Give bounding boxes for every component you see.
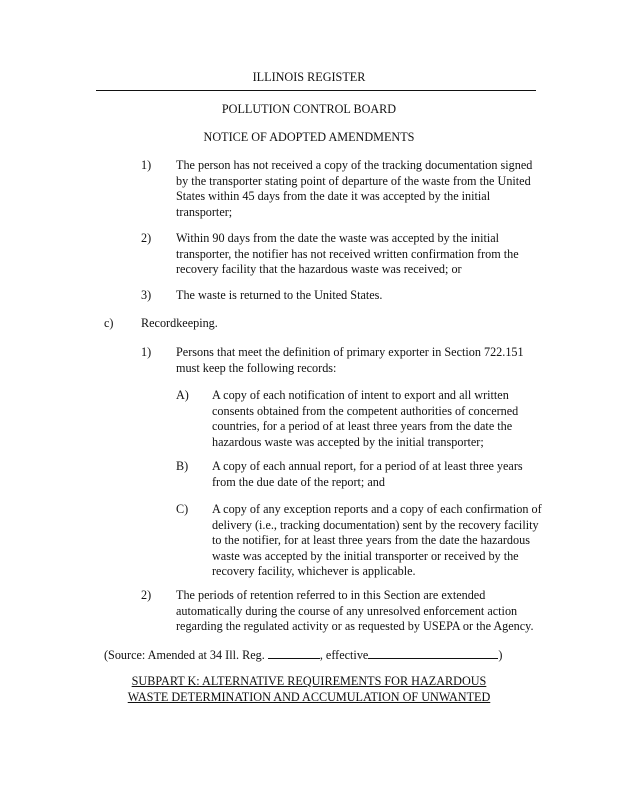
item-text: Within 90 days from the date the waste was accepted by the initial transporter, the notifier has not received written confirmation from the recovery facility that the hazardous waste was received; or	[176, 231, 519, 277]
source-effective: , effective	[319, 648, 369, 662]
subitem-text: A copy of any exception reports and a copy of each confirmation of delivery (i.e., tracking documentation) sent by the recovery facility to the notifier, for at least three years from the date the hazardous waste was accepted by the initial transporter or received by the recovery facility, whichever is applicable.	[212, 502, 542, 579]
item-marker: 2)	[141, 588, 152, 602]
subpart-title-line1: SUBPART K: ALTERNATIVE REQUIREMENTS FOR HAZARDOUS	[131, 674, 487, 688]
item-marker: 1)	[141, 158, 152, 172]
board-title: POLLUTION CONTROL BOARD	[221, 102, 397, 116]
header-divider	[96, 90, 536, 91]
item-text: The person has not received a copy of the tracking documentation signed by the transporter stating point of departure of the waste from the United States within 45 days from the date it was accepted by the initial transporter;	[176, 158, 533, 219]
source-line	[104, 646, 502, 663]
source-suffix: )	[498, 648, 503, 662]
subitem-marker: B)	[176, 459, 189, 473]
notice-title: NOTICE OF ADOPTED AMENDMENTS	[203, 130, 415, 144]
register-title: ILLINOIS REGISTER	[252, 70, 366, 84]
item-marker: 3)	[141, 288, 152, 302]
subitem-marker: C)	[176, 502, 189, 516]
subitem-text: A copy of each annual report, for a period of at least three years from the due date of the report; and	[212, 459, 523, 489]
subitem-text: A copy of each notification of intent to export and all written consents obtained from the competent authorities of concerned countries, for a period of at least three years from the date the hazardous waste was accepted by the initial transporter;	[212, 388, 519, 449]
subpart-title-line2: WASTE DETERMINATION AND ACCUMULATION OF UNWANTED	[127, 690, 491, 704]
item-marker: 1)	[141, 345, 152, 359]
register-number-blank	[268, 646, 320, 659]
item-text: The periods of retention referred to in this Section are extended automatically during the course of any unresolved enforcement action regarding the regulated activity or as requested by USEPA or the Agency.	[176, 588, 534, 634]
effective-date-blank	[368, 646, 498, 659]
source-prefix: (Source: Amended at 34 Ill. Reg.	[104, 648, 265, 662]
item-marker: 2)	[141, 231, 152, 245]
item-text: Persons that meet the definition of primary exporter in Section 722.151 must keep the following records:	[176, 345, 524, 375]
section-heading: Recordkeeping.	[141, 316, 218, 330]
item-text: The waste is returned to the United States.	[176, 288, 383, 302]
subitem-marker: A)	[176, 388, 189, 402]
section-marker: c)	[104, 316, 114, 330]
